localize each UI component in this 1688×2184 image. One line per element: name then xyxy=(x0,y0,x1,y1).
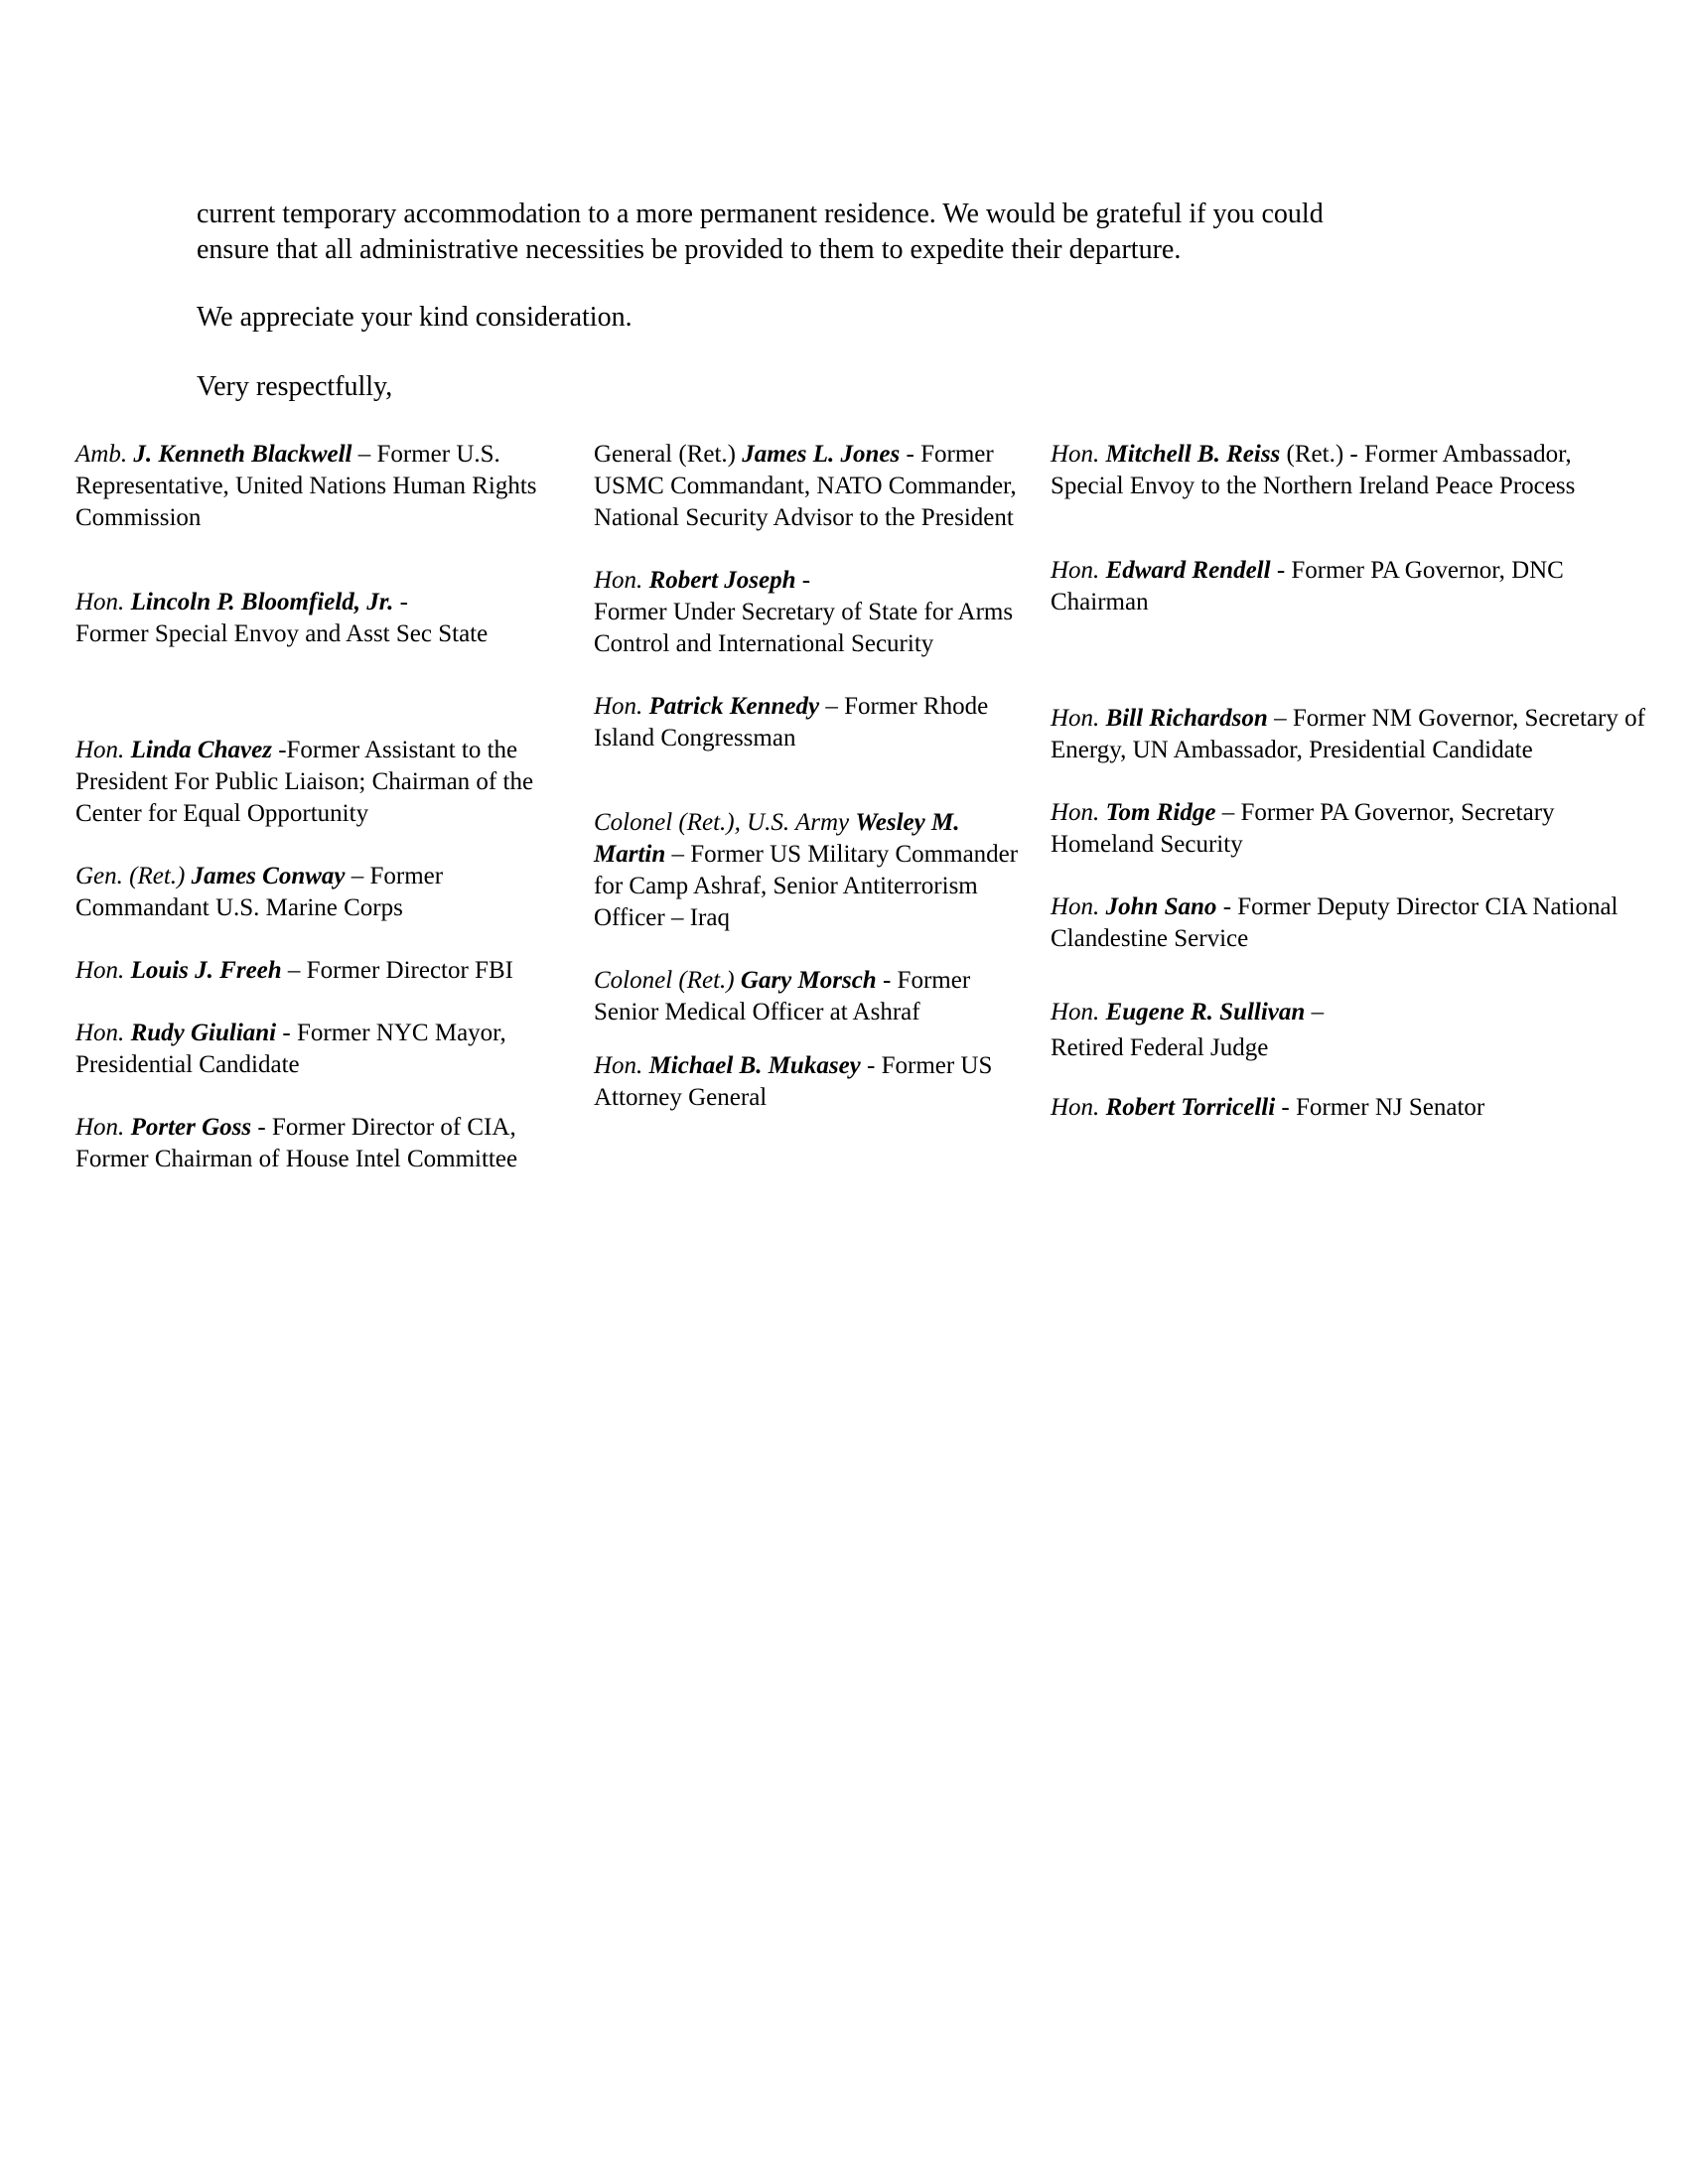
closing-salutation xyxy=(197,369,1448,405)
signatory xyxy=(594,691,1031,754)
paragraph-line: ensure that all administrative necessities be provided to them to expedite their departure. xyxy=(197,234,1182,265)
signatory-desc: - Former Deputy Director CIA National Clandestine Service xyxy=(1051,893,1618,952)
signatory-prefix: General (Ret.) xyxy=(594,441,736,468)
signatory-name: Michael B. Mukasey xyxy=(648,1052,861,1079)
signatory-desc: - xyxy=(393,589,408,615)
signatory xyxy=(1051,995,1646,1066)
signatory xyxy=(1051,1092,1646,1124)
signatory-desc: – Former US Military Commander for Camp Ashraf, Senior Antiterrorism Officer – Iraq xyxy=(594,841,1019,931)
signatory-name: J. Kenneth Blackwell xyxy=(133,441,352,468)
salutation-text: Very respectfully, xyxy=(197,371,393,402)
signatory-name: Robert Joseph xyxy=(648,567,796,594)
signatory xyxy=(594,565,1031,660)
signatory-desc: - Former NJ Senator xyxy=(1275,1094,1485,1121)
signatory-name: Bill Richardson xyxy=(1105,705,1268,732)
signatory-prefix: Hon. xyxy=(594,693,643,720)
signatory xyxy=(1051,891,1646,955)
appreciation-line xyxy=(197,300,1448,336)
signatory-name: Mitchell B. Reiss xyxy=(1105,441,1281,468)
signatory-desc: - Former Senior Medical Officer at Ashraf xyxy=(594,967,971,1025)
signatory-desc: – Former Rhode Island Congressman xyxy=(594,693,989,751)
signatory xyxy=(75,1112,572,1175)
signatory-name: Linda Chavez xyxy=(130,737,272,763)
signatories-column-1 xyxy=(75,439,572,1206)
closing-paragraph xyxy=(197,197,1448,268)
signatory-desc-line2: Former Special Envoy and Asst Sec State xyxy=(75,620,489,647)
signatory xyxy=(1051,703,1646,766)
signatory-name: Patrick Kennedy xyxy=(648,693,820,720)
signatory-prefix: Hon. xyxy=(75,1114,125,1141)
signatories-column-2 xyxy=(594,439,1031,1145)
signatory xyxy=(75,1018,572,1081)
signatory-name: Porter Goss xyxy=(130,1114,252,1141)
signatory-desc: – Former Commandant U.S. Marine Corps xyxy=(75,863,444,921)
signatory-prefix: Hon. xyxy=(1051,999,1100,1025)
signatory-name: James Conway xyxy=(191,863,346,889)
signatory-desc: – Former NM Governor, Secretary of Energy, UN Ambassador, Presidential Candidate xyxy=(1051,705,1645,763)
signatory-prefix: Amb. xyxy=(75,441,128,468)
signatory-desc: – Former Director FBI xyxy=(281,957,513,984)
signatory xyxy=(594,807,1031,934)
signatories-column-3 xyxy=(1051,439,1646,1155)
signatory-prefix: Gen. (Ret.) xyxy=(75,863,186,889)
signatory-prefix: Colonel (Ret.) xyxy=(594,967,735,994)
signatory-prefix: Colonel (Ret.), U.S. Army xyxy=(594,809,850,836)
signatory-desc: (Ret.) - Former Ambassador, Special Envoy to the Northern Ireland Peace Process xyxy=(1051,441,1576,499)
signatory-prefix: Hon. xyxy=(1051,799,1100,826)
signatory-prefix: Hon. xyxy=(1051,893,1100,920)
signatory-prefix: Hon. xyxy=(594,567,643,594)
signatory-desc-line2: Former Under Secretary of State for Arms Control and International Security xyxy=(594,599,1014,657)
signatory xyxy=(1051,555,1646,618)
signatory-desc: – Former PA Governor, Secretary Homeland Security xyxy=(1051,799,1555,858)
signatory-prefix: Hon. xyxy=(75,737,125,763)
signatory-desc: - Former US Attorney General xyxy=(594,1052,993,1111)
signatory-desc: -Former Assistant to the President For Public Liaison; Chairman of the Center for Equal Opportunity xyxy=(75,737,534,827)
signatory-name: Tom Ridge xyxy=(1105,799,1216,826)
signatory-desc: - Former USMC Commandant, NATO Commander, National Security Advisor to the President xyxy=(594,441,1017,531)
signatory-prefix: Hon. xyxy=(75,957,125,984)
signatory xyxy=(594,439,1031,534)
signatory-prefix: Hon. xyxy=(75,589,125,615)
signatory-desc: - Former PA Governor, DNC Chairman xyxy=(1051,557,1564,615)
signatory xyxy=(75,439,572,534)
signatory-name: Edward Rendell xyxy=(1105,557,1271,584)
signatory xyxy=(75,955,572,987)
signatory xyxy=(75,587,572,650)
signatory-desc: - Former NYC Mayor, Presidential Candidate xyxy=(75,1020,506,1078)
signatory-desc: – xyxy=(1305,999,1325,1025)
signatory-name: Lincoln P. Bloomfield, Jr. xyxy=(130,589,394,615)
signatory-name: Wesley M. xyxy=(855,809,960,836)
signatory-name: Robert Torricelli xyxy=(1105,1094,1276,1121)
signatory-desc: - xyxy=(795,567,811,594)
signatory-name: James L. Jones xyxy=(742,441,901,468)
paragraph-line: current temporary accommodation to a more permanent residence. We would be grateful if you could xyxy=(197,199,1324,229)
signatory-name: Gary Morsch xyxy=(740,967,877,994)
signatory-prefix: Hon. xyxy=(1051,441,1100,468)
signatory-prefix: Hon. xyxy=(1051,1094,1100,1121)
signatory-prefix: Hon. xyxy=(594,1052,643,1079)
signatory-prefix: Hon. xyxy=(1051,705,1100,732)
signatory-name: Rudy Giuliani xyxy=(130,1020,277,1046)
signatory xyxy=(594,965,1031,1028)
signatory-name-cont: Martin xyxy=(594,841,666,868)
signatory-desc: - Former Director of CIA, Former Chairman of House Intel Committee xyxy=(75,1114,518,1172)
signatory-prefix: Hon. xyxy=(1051,557,1100,584)
signatory xyxy=(75,861,572,924)
signatory xyxy=(1051,439,1646,502)
appreciation-text: We appreciate your kind consideration. xyxy=(197,302,633,333)
signatory-desc-line2: Retired Federal Judge xyxy=(1051,1034,1269,1061)
signatory xyxy=(1051,797,1646,861)
signatory-prefix: Hon. xyxy=(75,1020,125,1046)
signatory xyxy=(594,1050,1031,1114)
signatory-name: John Sano xyxy=(1105,893,1217,920)
signatory-name: Eugene R. Sullivan xyxy=(1105,999,1306,1025)
signatory-name: Louis J. Freeh xyxy=(130,957,282,984)
signatory xyxy=(75,735,572,830)
signatory-desc: – Former U.S. Representative, United Nations Human Rights Commission xyxy=(75,441,537,531)
